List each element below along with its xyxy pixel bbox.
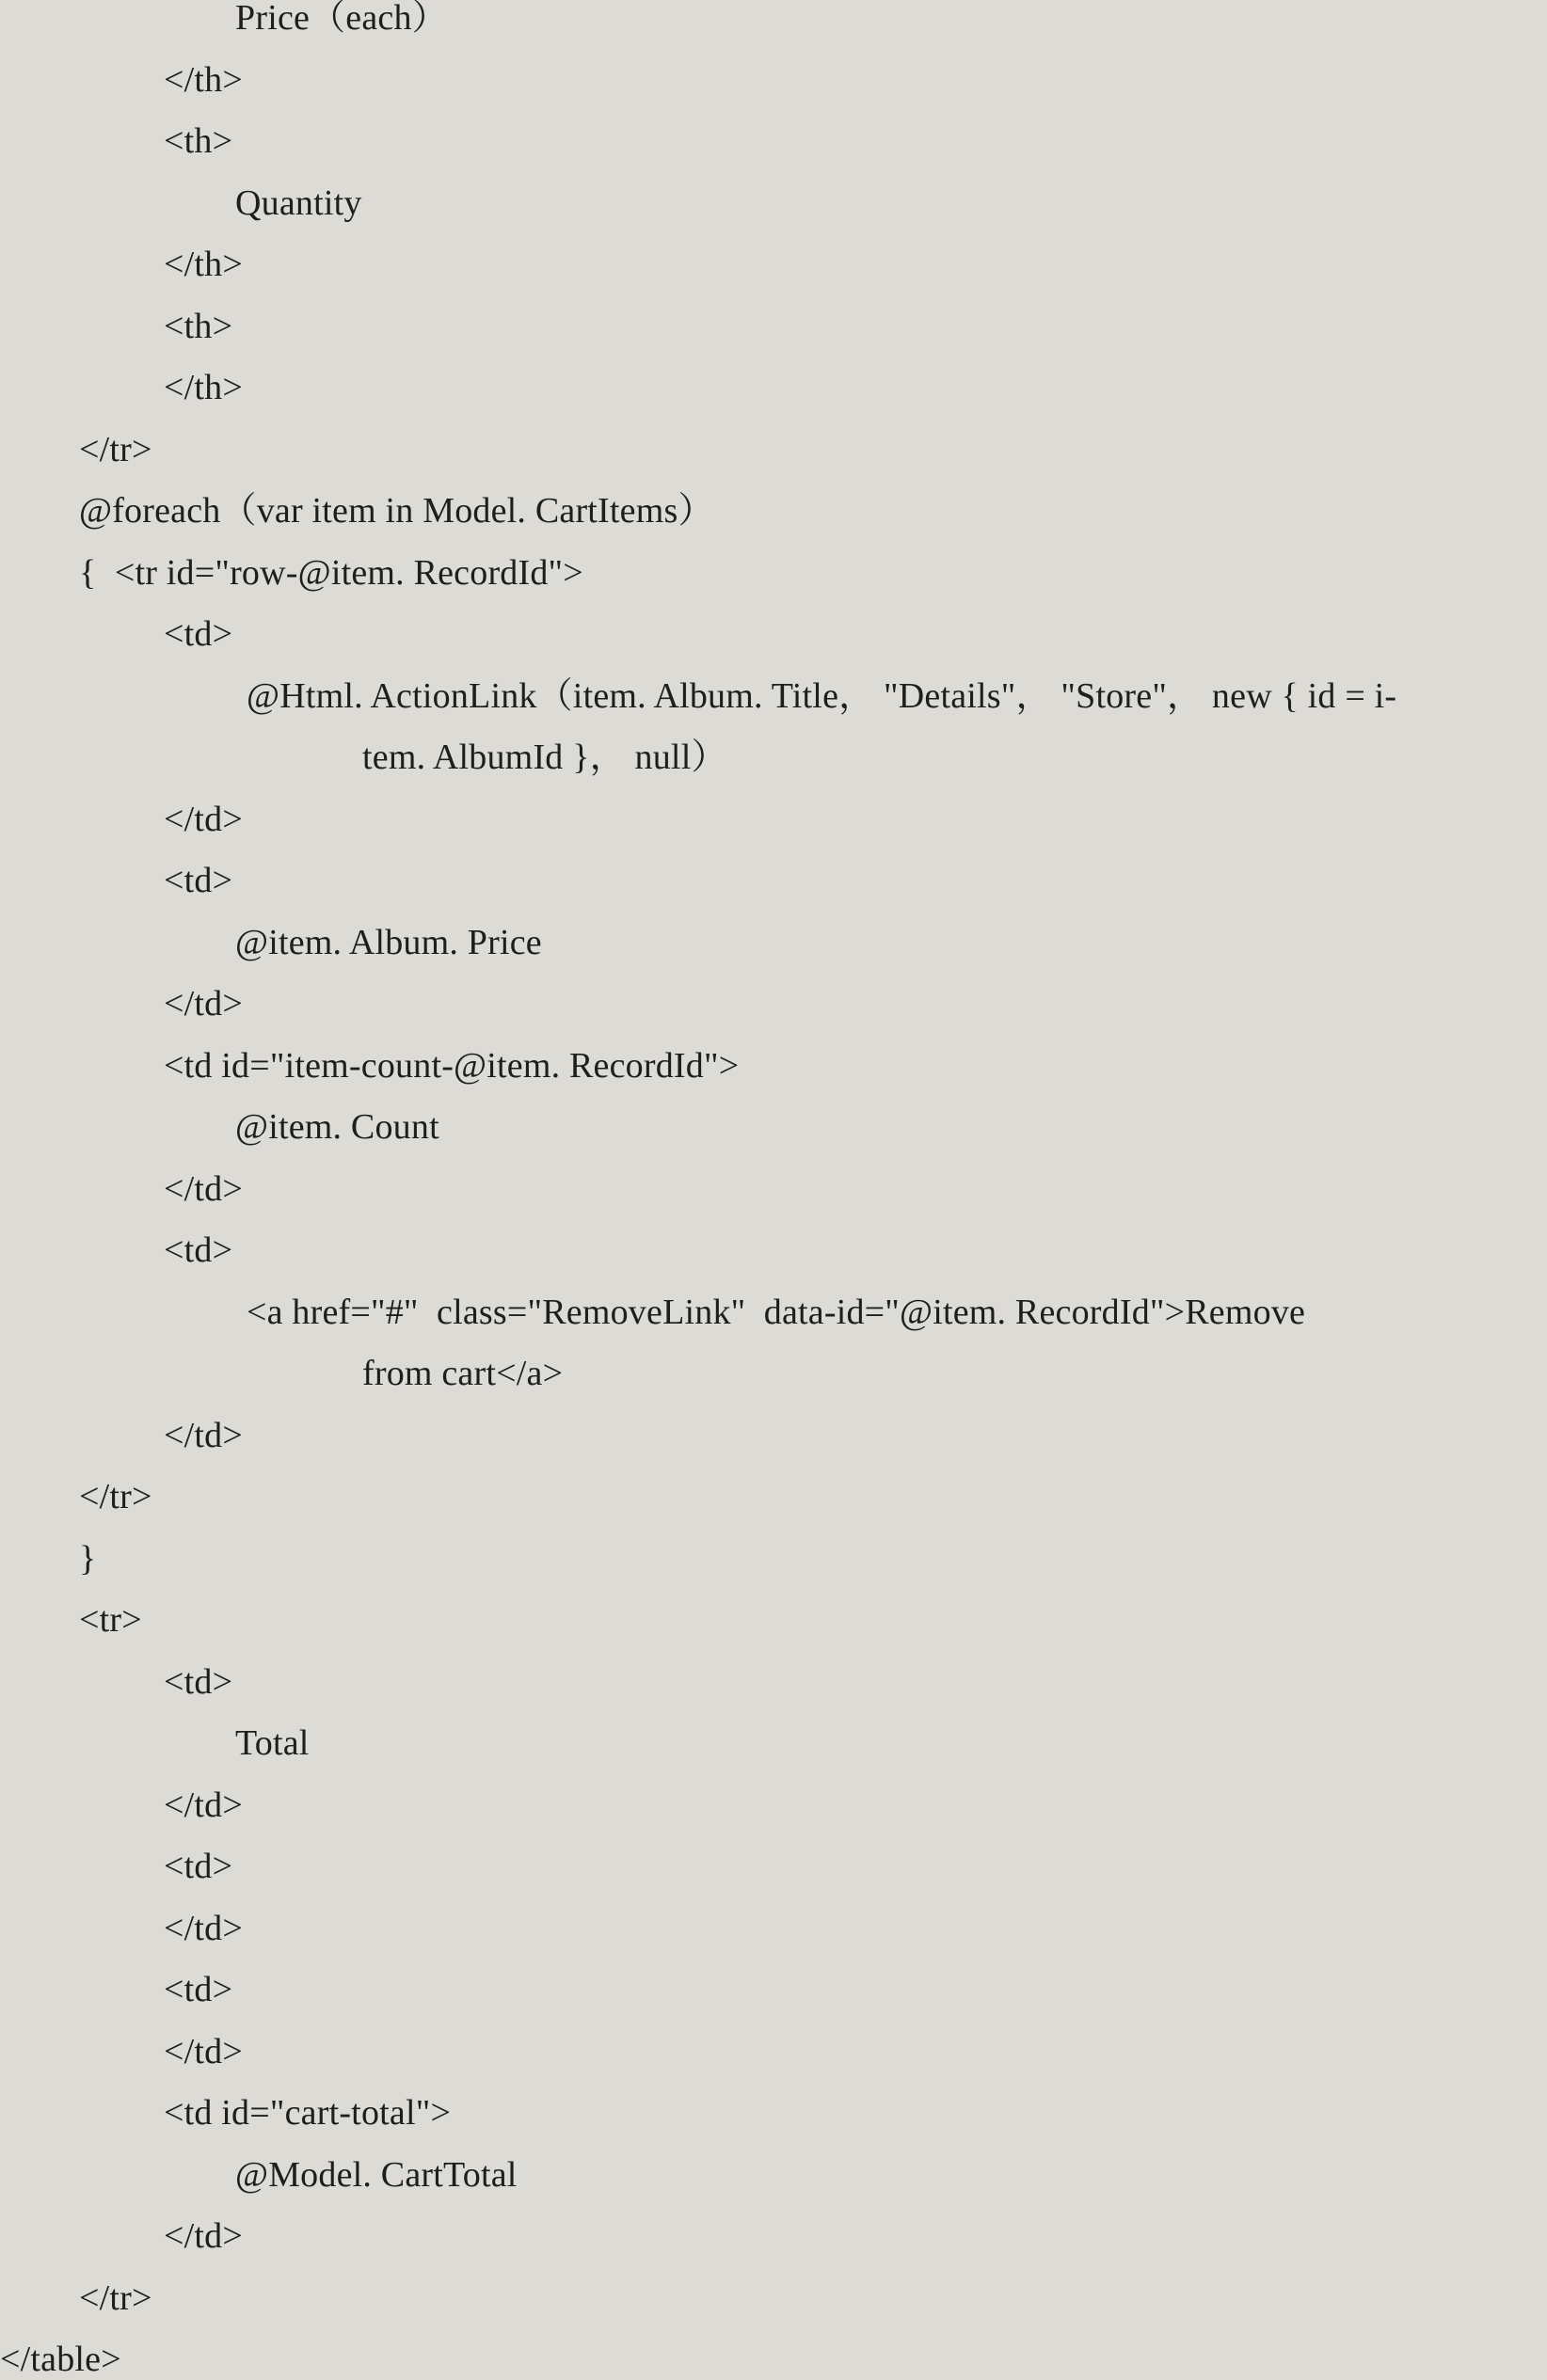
- code-line: <td id="cart-total">: [164, 2093, 452, 2133]
- code-line: <td>: [164, 1230, 233, 1270]
- code-line: <th>: [164, 306, 233, 346]
- code-line: @Html. ActionLink（item. Album. Title， "Details"， "Store"， new { id = i-: [247, 675, 1397, 716]
- code-line: <td>: [164, 1847, 233, 1886]
- code-line: </tr>: [79, 1477, 152, 1516]
- code-line: Price（each）: [235, 0, 448, 38]
- code-line: </tr>: [79, 2277, 152, 2318]
- code-line: <td id="item-count-@item. RecordId">: [164, 1045, 740, 1086]
- code-line: tem. AlbumId }， null）: [362, 738, 727, 777]
- code-line: </th>: [164, 368, 243, 407]
- code-line: Total: [235, 1723, 310, 1763]
- code-line: <td>: [164, 614, 233, 654]
- code-line: </td>: [164, 799, 243, 839]
- code-line: </td>: [164, 2216, 243, 2256]
- code-line: </td>: [164, 1785, 243, 1825]
- code-line: </td>: [164, 984, 243, 1023]
- code-line: }: [79, 1538, 97, 1579]
- code-line: <td>: [164, 1661, 233, 1702]
- code-line: @foreach（var item in Model. CartItems）: [79, 491, 714, 531]
- code-line: <tr>: [79, 1600, 142, 1640]
- code-line: <td>: [164, 861, 233, 900]
- code-line: </td>: [164, 1168, 243, 1209]
- code-line: @item. Album. Price: [235, 922, 542, 962]
- code-line: @Model. CartTotal: [235, 2154, 518, 2195]
- code-line: </th>: [164, 59, 243, 100]
- code-line: </table>: [0, 2340, 121, 2379]
- code-line: </th>: [164, 245, 243, 284]
- code-line: </tr>: [79, 429, 152, 469]
- code-line: @item. Count: [235, 1107, 439, 1147]
- code-line: <th>: [164, 121, 233, 161]
- code-line: from cart</a>: [362, 1354, 564, 1393]
- code-line: </td>: [164, 1908, 243, 1948]
- code-line: <td>: [164, 1970, 233, 2009]
- code-line: </td>: [164, 2031, 243, 2071]
- code-line: </td>: [164, 1415, 243, 1455]
- code-line: Quantity: [235, 182, 362, 223]
- code-line: { <tr id="row-@item. RecordId">: [79, 552, 583, 593]
- code-line: <a href="#" class="RemoveLink" data-id="@item. RecordId">Remove: [247, 1292, 1306, 1332]
